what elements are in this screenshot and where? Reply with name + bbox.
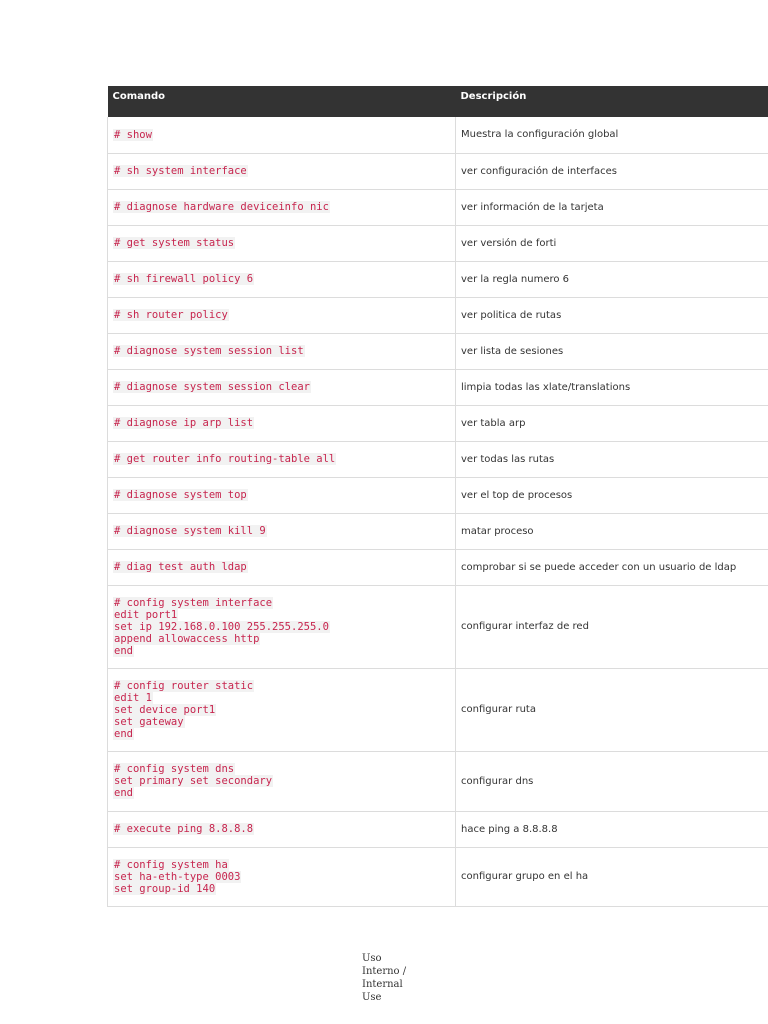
description-cell: limpia todas las xlate/translations	[456, 369, 768, 405]
table-row	[108, 117, 768, 153]
command-line: set ha-eth-type 0003	[114, 870, 241, 883]
table-row	[108, 153, 768, 189]
command-code	[113, 597, 450, 657]
command-cell	[108, 369, 456, 405]
command-code	[113, 763, 450, 799]
description-cell: ver la regla numero 6	[456, 261, 768, 297]
command-line: append allowaccess http	[114, 632, 260, 645]
table-body	[108, 117, 768, 906]
command-line: end	[114, 787, 133, 799]
description-cell: configurar dns	[456, 751, 768, 811]
table-row	[108, 405, 768, 441]
command-line: edit 1	[114, 691, 152, 704]
command-line: edit port1	[114, 608, 178, 621]
command-line: # diagnose system kill 9	[114, 525, 266, 537]
command-line: # get system status	[114, 237, 235, 249]
command-line: set device port1	[114, 703, 216, 716]
command-line: # diagnose system top	[114, 489, 247, 501]
table-row	[108, 261, 768, 297]
command-line: # diag test auth ldap	[114, 561, 247, 573]
command-cell	[108, 549, 456, 585]
command-line: # config router static	[114, 679, 254, 692]
description-cell: configurar interfaz de red	[456, 585, 768, 668]
command-line: end	[114, 727, 133, 740]
table-row	[108, 585, 768, 668]
command-cell	[108, 189, 456, 225]
command-line: # diagnose system session clear	[114, 381, 310, 393]
command-code	[113, 680, 450, 740]
table-row	[108, 477, 768, 513]
command-code	[113, 417, 450, 429]
command-code	[113, 237, 450, 249]
command-code	[113, 859, 450, 895]
description-cell: ver tabla arp	[456, 405, 768, 441]
command-cell	[108, 261, 456, 297]
command-line: # show	[114, 128, 152, 141]
command-cell	[108, 668, 456, 751]
command-cell	[108, 153, 456, 189]
table-row	[108, 369, 768, 405]
command-code	[113, 381, 450, 393]
command-line: set ip 192.168.0.100 255.255.255.0	[114, 620, 329, 633]
command-line: set gateway	[114, 715, 184, 728]
table-row	[108, 513, 768, 549]
command-code	[113, 309, 450, 321]
description-cell: comprobar si se puede acceder con un usuario de ldap	[456, 549, 768, 585]
command-line: # config system ha	[114, 858, 228, 871]
classification-label: Uso Interno / Internal Use	[362, 953, 407, 1003]
command-line: set primary set secondary	[114, 775, 273, 787]
command-line: set group-id 140	[114, 882, 216, 895]
table-row	[108, 441, 768, 477]
command-cell	[108, 751, 456, 811]
command-cell	[108, 585, 456, 668]
command-code	[113, 823, 450, 835]
command-line: # diagnose hardware deviceinfo nic	[114, 201, 329, 213]
command-line: # sh router policy	[114, 309, 228, 321]
command-cell	[108, 477, 456, 513]
command-cell	[108, 297, 456, 333]
table-row	[108, 189, 768, 225]
table-row	[108, 668, 768, 751]
command-line: # diagnose ip arp list	[114, 417, 254, 429]
table-row	[108, 225, 768, 261]
command-code	[113, 273, 450, 285]
command-cell	[108, 225, 456, 261]
table-row	[108, 333, 768, 369]
description-cell: ver configuración de interfaces	[456, 153, 768, 189]
table-header-row	[108, 86, 768, 117]
command-cell	[108, 405, 456, 441]
table-row	[108, 751, 768, 811]
command-code	[113, 489, 450, 501]
command-cell	[108, 513, 456, 549]
commands-table	[107, 86, 768, 907]
description-cell: Muestra la configuración global	[456, 117, 768, 153]
table-row	[108, 297, 768, 333]
command-cell	[108, 117, 456, 153]
command-line: # config system dns	[114, 763, 235, 775]
command-line: # diagnose system session list	[114, 345, 304, 357]
table-row	[108, 811, 768, 847]
command-code	[113, 129, 450, 141]
description-cell: ver lista de sesiones	[456, 333, 768, 369]
description-cell: ver versión de forti	[456, 225, 768, 261]
command-line: # execute ping 8.8.8.8	[114, 823, 254, 835]
description-cell: hace ping a 8.8.8.8	[456, 811, 768, 847]
description-cell: configurar grupo en el ha	[456, 847, 768, 906]
command-code	[113, 345, 450, 357]
command-code	[113, 561, 450, 573]
description-cell: ver politica de rutas	[456, 297, 768, 333]
command-cell	[108, 811, 456, 847]
command-line: # sh system interface	[114, 165, 247, 177]
description-cell: ver el top de procesos	[456, 477, 768, 513]
description-cell: ver todas las rutas	[456, 441, 768, 477]
description-cell: ver información de la tarjeta	[456, 189, 768, 225]
description-cell: matar proceso	[456, 513, 768, 549]
header-description: Descripción	[456, 86, 768, 117]
command-line: # get router info routing-table all	[114, 453, 336, 465]
table-row	[108, 549, 768, 585]
description-cell: configurar ruta	[456, 668, 768, 751]
command-code	[113, 525, 450, 537]
command-cell	[108, 847, 456, 906]
command-cell	[108, 441, 456, 477]
command-code	[113, 201, 450, 213]
command-line: # config system interface	[114, 596, 273, 609]
command-cell	[108, 333, 456, 369]
header-command: Comando	[108, 86, 456, 117]
command-line: # sh firewall policy 6	[114, 273, 254, 285]
table-row	[108, 847, 768, 906]
command-code	[113, 165, 450, 177]
command-code	[113, 453, 450, 465]
command-line: end	[114, 644, 133, 657]
